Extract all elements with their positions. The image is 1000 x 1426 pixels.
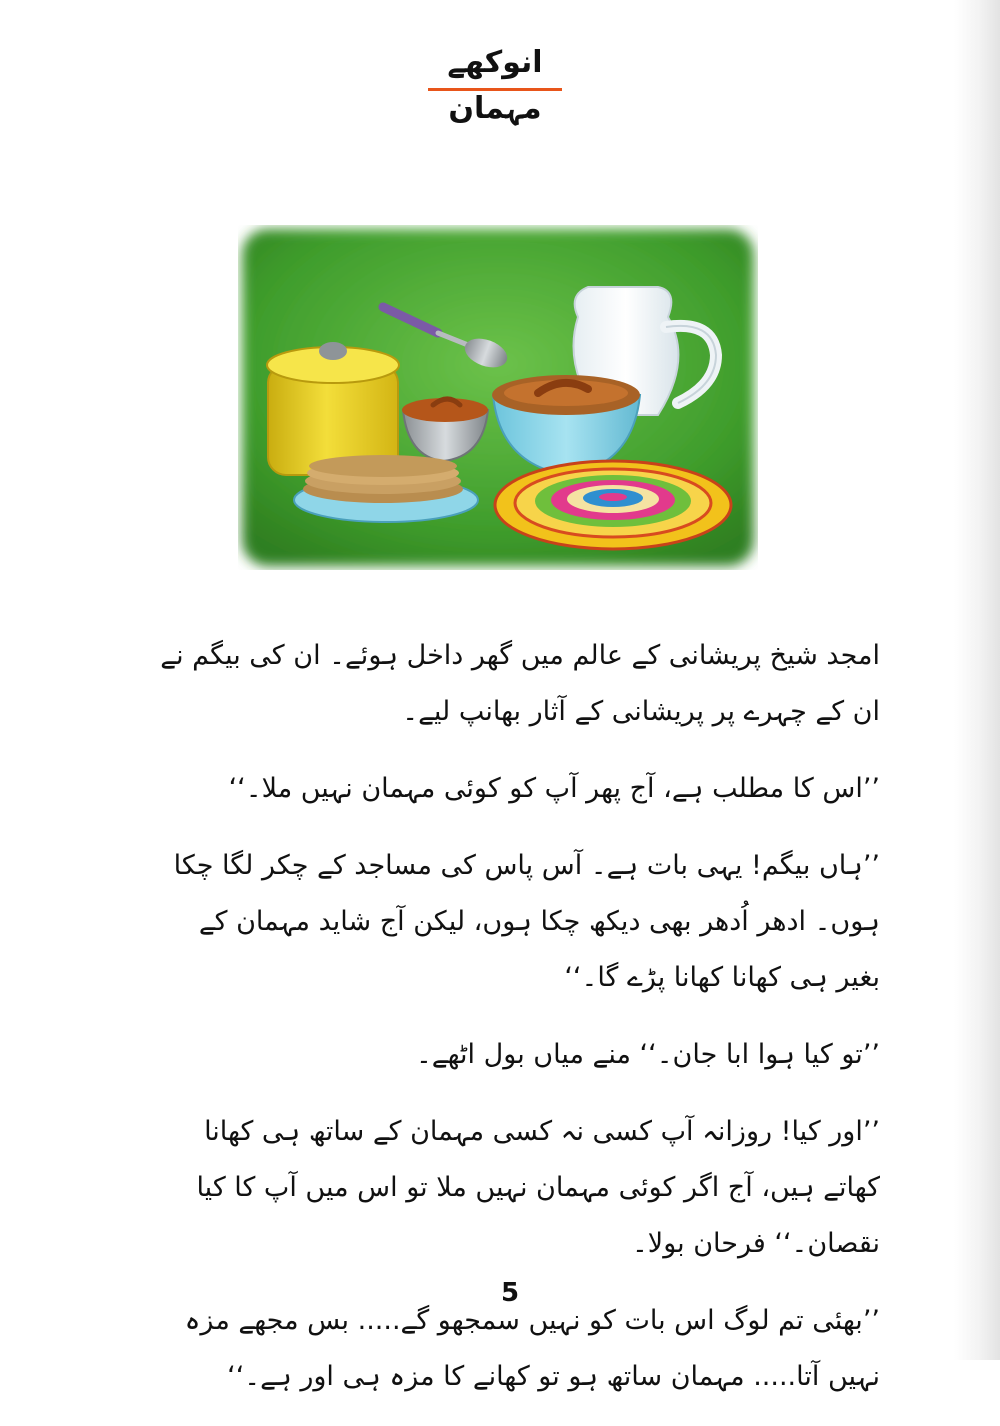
- food-illustration: [238, 225, 758, 570]
- story-paragraph: امجد شیخ پریشانی کے عالم میں گھر داخل ہوئے۔ ان کی بیگم نے ان کے چہرے پر پریشانی کے آثار بھانپ لیے۔: [160, 640, 880, 727]
- page-header: [420, 40, 570, 126]
- story-paragraph: ’’ہاں بیگم! یہی بات ہے۔ آس پاس کی مساجد کے چکر لگا چکا ہوں۔ ادھر اُدھر بھی دیکھ چکا ہوں، لیکن آج شاید مہمان کے بغیر ہی کھانا کھانا پڑے گا۔‘‘: [173, 850, 880, 993]
- page-edge-shadow: [954, 0, 1000, 1360]
- story-paragraph: ’’اس کا مطلب ہے، آج پھر آپ کو کوئی مہمان نہیں ملا۔‘‘: [228, 773, 880, 804]
- story-paragraph: ’’تو کیا ہوا ابا جان۔‘‘ منے میاں بول اٹھے۔: [415, 1039, 880, 1070]
- title-underline: [428, 88, 562, 91]
- bread-plate: [294, 455, 478, 522]
- page-number: 5: [500, 1278, 520, 1308]
- story-paragraph: ’’اور کیا! روزانہ آپ کسی نہ کسی مہمان کے ساتھ ہی کھانا کھاتے ہیں، آج اگر کوئی مہمان نہیں ملا تو اس میں آپ کا کیا نقصان۔‘‘ فرحان بولا۔: [196, 1116, 880, 1259]
- food-illustration-svg: [238, 225, 758, 570]
- story-paragraph: ’’بھئی تم لوگ اس بات کو نہیں سمجھو گے..... بس مجھے مزہ نہیں آتا..... مہمان ساتھ ہو تو کھانے کا مزہ ہی اور ہے۔‘‘: [184, 1305, 880, 1392]
- chapter-title: انوکھے مہمان: [447, 45, 543, 126]
- decorated-plate: [495, 461, 731, 549]
